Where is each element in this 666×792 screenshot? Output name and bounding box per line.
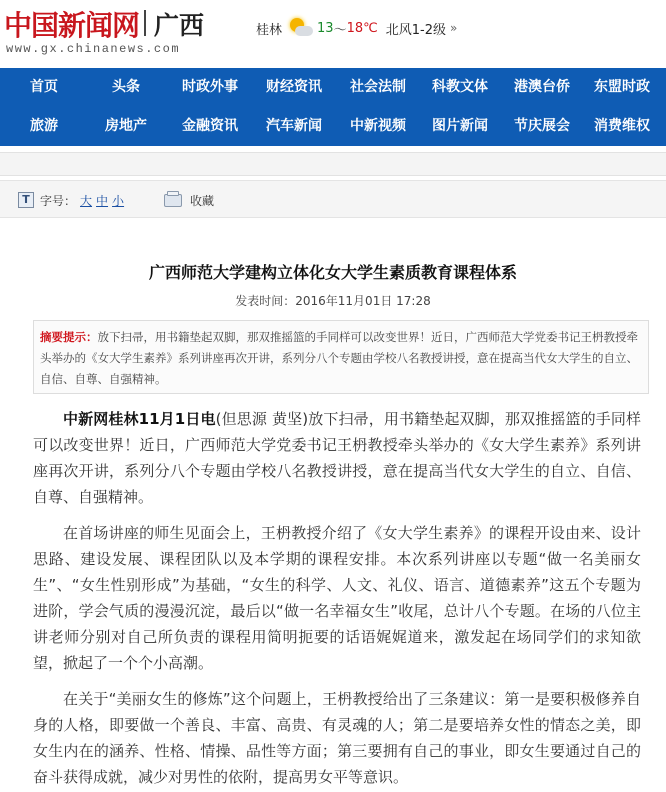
logo-chinanews-text: 中国新闻网 xyxy=(4,9,140,42)
weather-more-icon[interactable]: » xyxy=(449,21,458,35)
nav-item-festivals[interactable]: 节庆展会 xyxy=(514,118,570,134)
nav-item-video[interactable]: 中新视频 xyxy=(350,118,406,134)
sun-cloud-icon xyxy=(288,15,314,41)
article-paragraph-1-text: (但思源 黄坚)放下扫帚，用书籍垫起双脚，那双推摇篮的手同样可以改变世界！近日，广西师范大学党委书记王枬教授牵头举办的《女大学生素养》系列讲座再次开讲，系列分八个专题由学校八名教授讲授，意在提高当代女大学生的自立、自信、自尊、自强精神。 xyxy=(33,410,642,506)
nav-item-society-law[interactable]: 社会法制 xyxy=(350,79,406,95)
logo-region-text: 广西 xyxy=(154,11,205,40)
nav-row-1 xyxy=(0,68,666,107)
logo-divider xyxy=(144,10,146,36)
article-paragraph-2: 在首场讲座的师生见面会上，王枬教授介绍了《女大学生素养》的课程开设由来、设计思路、建设发展、课程团队以及本学期的课程安排。本次系列讲座以专题“做一名美丽女生”、“女生性别形成”为基础，“女生的科学、人文、礼仪、语言、道德素养”这五个专题为进阶，学会气质的漫漫沉淀，最后以“做一名幸福女生”收尾，总计八个专题。在场的八位主讲老师分别对自己所负责的课程用简明扼要的话语娓娓道来，激发起在场同学们的求知欲望，掀起了一个个小高潮。 xyxy=(33,524,641,672)
nav-item-finance[interactable]: 财经资讯 xyxy=(266,79,322,95)
bookmark-box-icon xyxy=(164,191,184,209)
article-paragraph-3: 在关于“美丽女生的修炼”这个问题上，王枬教授给出了三条建议：第一是要积极修养自身的人格，即要做一个善良、丰富、高贵、有灵魂的人；第二是要培养女性的情态之美，即女生内在的涵养、性格、情操、品性等方面；第三要拥有自己的事业，即女生要通过自己的奋斗获得成就，减少对男性的依附，提高男女平等意识。 xyxy=(33,690,641,786)
nav-item-travel[interactable]: 旅游 xyxy=(30,118,58,134)
nav-row-2 xyxy=(0,107,666,146)
font-size-label: 字号： xyxy=(40,193,77,208)
nav-item-consumer-rights[interactable]: 消费维权 xyxy=(594,118,650,134)
font-size-medium-link[interactable]: 中 xyxy=(96,193,109,208)
nav-item-headlines[interactable]: 头条 xyxy=(112,79,140,95)
weather-widget[interactable] xyxy=(256,14,457,42)
logo-url-text: www.gx.chinanews.com xyxy=(6,42,181,56)
nav-item-politics[interactable]: 时政外事 xyxy=(182,79,238,95)
site-logo[interactable] xyxy=(4,4,214,60)
nav-item-education-culture[interactable]: 科教文体 xyxy=(432,79,488,95)
article-title: 广西师范大学建构立体化女大学生素质教育课程体系 xyxy=(148,263,517,282)
collect-label: 收藏 xyxy=(190,193,215,208)
weather-temp-high: 18℃ xyxy=(346,20,378,36)
summary-text: 放下扫帚，用书籍垫起双脚，那双推摇篮的手同样可以改变世界！近日，广西师范大学党委书记王枬教授牵头举办的《女大学生素养》系列讲座再次开讲，系列分八个专题由学校八名教授讲授，意在提高当代女大学生的自立、自信、自尊、自强精神。 xyxy=(40,330,638,386)
collect-button[interactable] xyxy=(164,181,214,219)
font-size-small-link[interactable]: 小 xyxy=(112,193,125,208)
article-summary xyxy=(33,320,649,394)
nav-item-home[interactable]: 首页 xyxy=(30,79,58,95)
article-publish-time: 发表时间：2016年11月01日 17:28 xyxy=(235,294,431,308)
nav-item-hk-macau-taiwan[interactable]: 港澳台侨 xyxy=(514,79,570,95)
header-separator-band xyxy=(0,152,666,176)
font-size-tool xyxy=(18,181,124,219)
main-nav xyxy=(0,68,666,146)
article-toolbar xyxy=(0,180,666,218)
article-lead: 中新网桂林11月1日电 xyxy=(63,410,216,428)
weather-temp-low: 13 xyxy=(317,20,334,36)
site-header xyxy=(0,0,666,66)
weather-city: 桂林 xyxy=(256,22,283,38)
nav-item-banking[interactable]: 金融资讯 xyxy=(182,118,238,134)
weather-wind: 北风1-2级 xyxy=(385,22,446,38)
article xyxy=(0,222,666,792)
summary-label: 摘要提示： xyxy=(40,330,98,344)
weather-temp-separator: ～ xyxy=(333,22,347,38)
font-size-icon: T xyxy=(18,192,34,208)
nav-item-asean[interactable]: 东盟时政 xyxy=(594,79,650,95)
nav-item-real-estate[interactable]: 房地产 xyxy=(105,118,147,134)
font-size-large-link[interactable]: 大 xyxy=(80,193,93,208)
article-body xyxy=(33,406,641,792)
article-paragraph-1 xyxy=(33,406,641,510)
nav-item-auto[interactable]: 汽车新闻 xyxy=(266,118,322,134)
nav-item-photos[interactable]: 图片新闻 xyxy=(432,118,488,134)
